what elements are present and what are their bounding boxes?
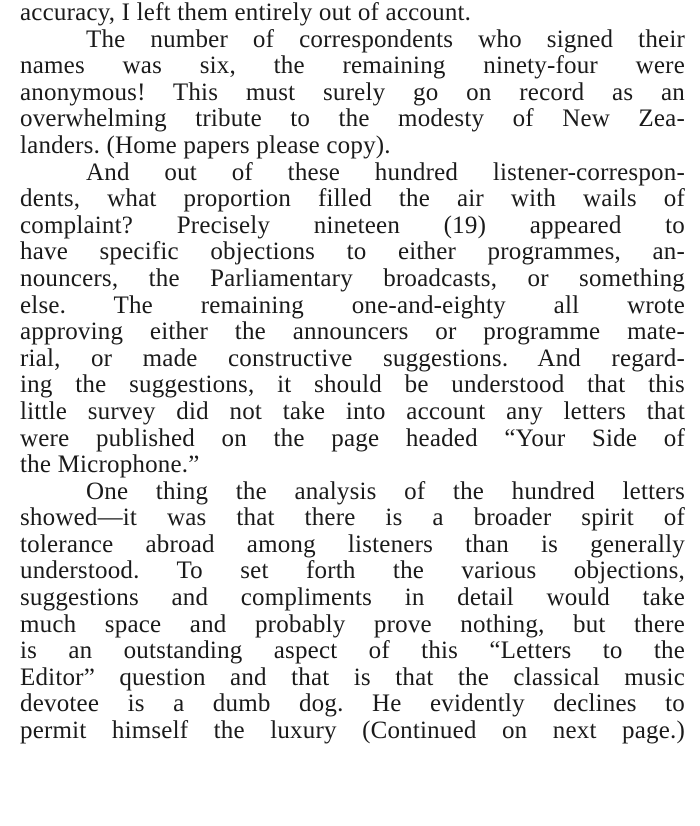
text-line: landers. (Home papers please copy). xyxy=(20,131,391,159)
text-line: else. The remaining one-and-eighty all wrote xyxy=(20,291,685,319)
paragraph-start-line: The number of correspondents who signed their xyxy=(86,25,685,53)
continuation-line: permit himself the luxury (Continued on next page.) xyxy=(20,717,685,745)
article-column xyxy=(20,0,685,745)
text-line: little survey did not take into account any letters that xyxy=(20,397,685,425)
paragraph-start-line: And out of these hundred listener-correspon- xyxy=(86,158,685,186)
text-line: the Microphone.” xyxy=(20,451,200,479)
text-line: much space and probably prove nothing, but there xyxy=(20,610,685,638)
text-line: dents, what proportion filled the air with wails of xyxy=(20,185,685,213)
text-line: is an outstanding aspect of this “Letters to the xyxy=(20,637,685,665)
text-line: suggestions and compliments in detail would take xyxy=(20,584,685,612)
text-line: tolerance abroad among listeners than is generally xyxy=(20,530,685,558)
text-line: overwhelming tribute to the modesty of New Zea- xyxy=(20,105,685,133)
text-line: Editor” question and that is that the classical music xyxy=(20,663,685,691)
text-line: rial, or made constructive suggestions. And regard- xyxy=(20,344,685,372)
text-line: complaint? Precisely nineteen (19) appeared to xyxy=(20,211,685,239)
text-line: approving either the announcers or programme mate- xyxy=(20,318,685,346)
text-line: names was six, the remaining ninety-four were xyxy=(20,52,685,80)
text-line: showed—it was that there is a broader spirit of xyxy=(20,504,685,532)
text-line: anonymous! This must surely go on record as an xyxy=(20,78,685,106)
text-line: nouncers, the Parliamentary broadcasts, or something xyxy=(20,264,685,292)
text-line: ing the suggestions, it should be understood that this xyxy=(20,371,685,399)
text-line: devotee is a dumb dog. He evidently declines to xyxy=(20,690,685,718)
paragraph-start-line: One thing the analysis of the hundred letters xyxy=(86,477,685,505)
text-line: were published on the page headed “Your Side of xyxy=(20,424,685,452)
text-line: understood. To set forth the various objections, xyxy=(20,557,685,585)
text-line: accuracy, I left them entirely out of account. xyxy=(20,0,472,26)
text-line: have specific objections to either programmes, an- xyxy=(20,238,685,266)
